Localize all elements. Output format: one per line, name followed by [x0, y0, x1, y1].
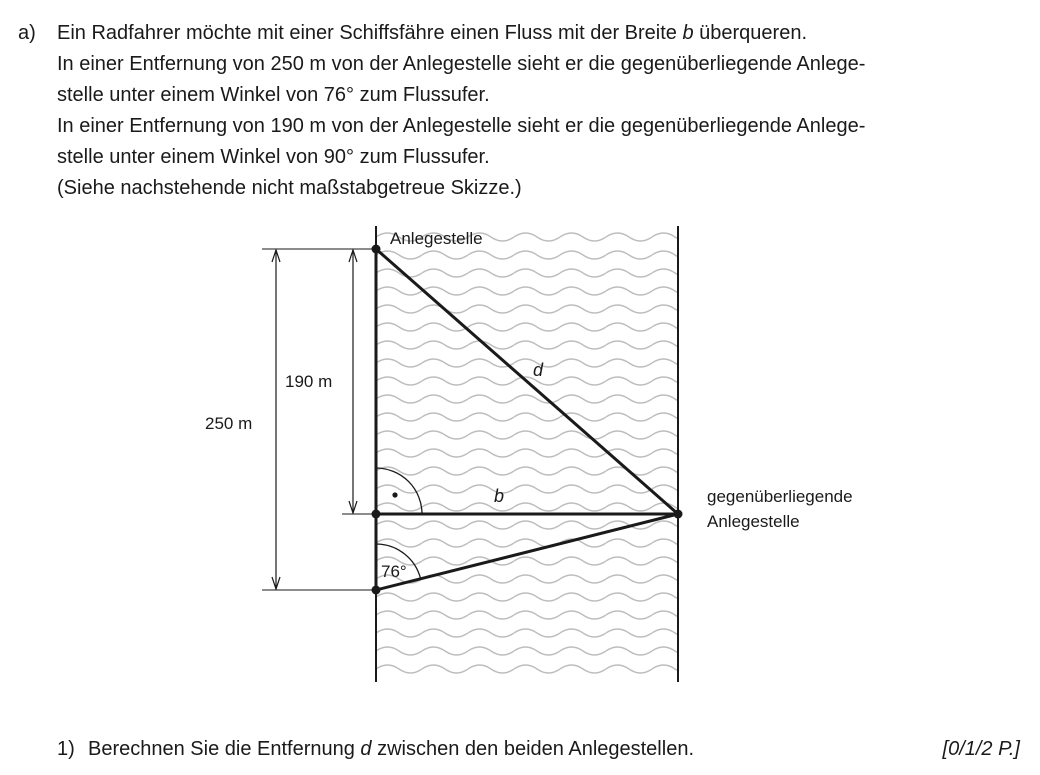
question-number: 1) — [57, 738, 75, 760]
label-anlegestelle: Anlegestelle — [390, 229, 483, 248]
point-anlegestelle — [372, 245, 381, 254]
label-opposite-line2: Anlegestelle — [707, 512, 800, 531]
description-line-4: In einer Entfernung von 190 m von der Anlegestelle sieht er die gegenüberliegende Anlege- — [57, 115, 866, 137]
dimension-250m-arrow — [272, 250, 280, 589]
point-190m — [372, 510, 381, 519]
label-250m: 250 m — [205, 414, 253, 433]
point-opposite — [674, 510, 683, 519]
label-angle-76: 76° — [381, 562, 407, 581]
label-190m: 190 m — [285, 372, 333, 391]
label-b: b — [494, 486, 505, 506]
description-line-3: stelle unter einem Winkel von 76° zum Flussufer. — [57, 84, 490, 106]
description-line-5: stelle unter einem Winkel von 90° zum Flussufer. — [57, 146, 490, 168]
label-d: d — [533, 360, 544, 380]
question-points: [0/1/2 P.] — [942, 738, 1020, 760]
question-text: Berechnen Sie die Entfernung d zwischen den beiden Anlegestellen. — [88, 738, 694, 760]
right-angle-dot — [392, 492, 397, 497]
description-line-1: Ein Radfahrer möchte mit einer Schiffsfähre einen Fluss mit der Breite b überqueren. — [57, 22, 808, 44]
label-opposite-line1: gegenüberliegende — [707, 487, 853, 506]
variable-b: b — [682, 22, 694, 44]
description-line-6: (Siehe nachstehende nicht maßstabgetreue Skizze.) — [57, 177, 522, 199]
task-label: a) — [18, 22, 36, 44]
description-line-2: In einer Entfernung von 250 m von der Anlegestelle sieht er die gegenüberliegende Anlege- — [57, 53, 866, 75]
river-water — [376, 228, 678, 682]
variable-d: d — [360, 738, 372, 760]
dimension-190m-arrow — [349, 250, 357, 513]
point-250m — [372, 586, 381, 595]
